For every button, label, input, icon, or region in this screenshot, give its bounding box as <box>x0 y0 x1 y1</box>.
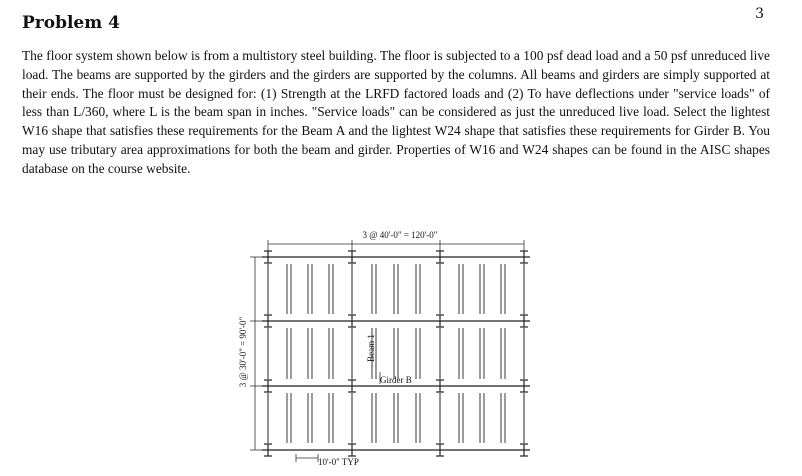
girder-label: Girder B <box>380 375 412 385</box>
top-dimension-label: 3 @ 40'-0" = 120'-0" <box>362 230 438 240</box>
beam-label: Beam 1 <box>366 334 376 362</box>
bottom-dimension-label: 10'-0" TYP <box>318 457 359 467</box>
left-dimension-label: 3 @ 30'-0" = 90'-0" <box>238 316 248 388</box>
problem-title: Problem 4 <box>22 13 120 33</box>
page-number: 3 <box>755 6 764 22</box>
problem-statement: The floor system shown below is from a multistory steel building. The floor is subjected to a 100 psf dead load and a 50 psf unreduced live load. The beams are supported by the girders and the girders are supported by the columns. All beams and girders are simply supported at their ends. The floor must be designed for: (1) Strength at the LRFD factored loads and (2) To have deflections under "service loads" of less than L/360, where L is the beam span in inches. "Service loads" can be considered as just the unreduced live load. Select the lightest W16 shape that satisfies these requirements for the Beam A and the lightest W24 shape that satisfies these requirements for Girder B. You may use tributary area approximations for both the beam and girder. Properties of W16 and W24 shapes can be found in the AISC shapes database on the course website. <box>22 48 770 176</box>
